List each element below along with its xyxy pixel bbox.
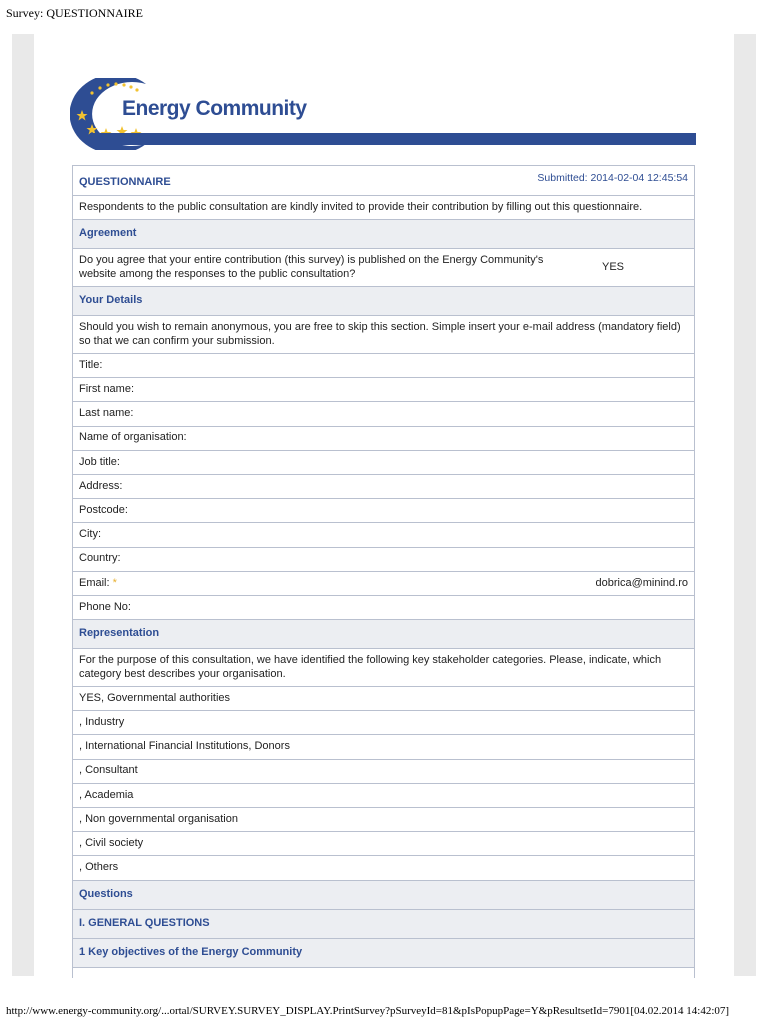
field-label: Job title: [79,455,120,468]
option-ifi-donors [73,735,694,759]
section-heading: Representation [79,627,160,640]
email-label-wrap [79,577,596,591]
field-label: First name: [79,383,135,396]
continuation-row [73,968,694,978]
option-label: , International Financial Institutions, Donors [79,740,290,753]
submitted-timestamp: Submitted: 2014-02-04 12:45:54 [537,172,688,184]
option-governmental-authorities [73,687,694,711]
option-label: , Academia [79,788,134,801]
field-label: Address: [79,479,123,492]
option-industry [73,711,694,735]
logo-text: Energy Community [122,97,307,120]
field-last-name [73,402,694,426]
option-label: , Industry [79,716,125,729]
field-label: Country: [79,552,121,565]
field-postcode [73,499,694,523]
section-heading: I. GENERAL QUESTIONS [79,916,210,929]
field-label: Title: [79,358,103,371]
option-academia [73,784,694,808]
field-first-name [73,378,694,402]
option-others [73,856,694,880]
section-heading: Agreement [79,227,137,240]
intro-label: Respondents to the public consultation are kindly invited to provide their contribution by filling out this questionnaire. [79,200,643,213]
field-label: Email: [79,576,110,589]
required-marker: * [112,576,117,589]
section-questions [73,881,694,910]
option-label: , Consultant [79,764,138,777]
section-heading: Your Details [79,294,143,307]
representation-note [73,649,694,687]
page-title: QUESTIONNAIRE [79,175,171,188]
section-representation [73,620,694,649]
section-heading: Questions [79,887,133,900]
agreement-row [73,249,694,287]
field-job-title [73,451,694,475]
field-label: City: [79,528,101,541]
section-agreement [73,220,694,249]
field-label: Phone No: [79,600,131,613]
field-email [73,572,694,596]
field-city [73,523,694,547]
email-value: dobrica@minind.ro [595,576,688,589]
field-title [73,354,694,378]
field-address [73,475,694,499]
option-ngo [73,808,694,832]
field-organisation [73,427,694,451]
section-heading: 1 Key objectives of the Energy Community [79,945,303,958]
section-general-questions [73,910,694,939]
option-label: , Civil society [79,837,144,850]
field-label: Last name: [79,407,134,420]
option-consultant [73,760,694,784]
field-label: Postcode: [79,503,128,516]
option-civil-society [73,832,694,856]
print-footer-url: http://www.energy-community.org/...ortal/SURVEY.SURVEY_DISPLAY.PrintSurvey?pSurveyId=81&pIsPopupPage=Y&pResultsetId=7901[04.02.2014 14:42:07] [6,1005,730,1017]
option-label: YES, Governmental authorities [79,691,231,704]
option-label: , Others [79,861,119,874]
intro-text [73,196,694,220]
field-phone [73,596,694,620]
right-page-gutter [734,34,756,976]
agreement-answer: YES [602,260,625,273]
section-key-objectives [73,939,694,968]
left-page-gutter [12,34,34,976]
survey-form [72,165,695,978]
details-note [73,316,694,354]
option-label: , Non governmental organisation [79,812,238,825]
representation-note-text: For the purpose of this consultation, we have identified the following key stakeholder categories. Please, indicate, which category best describes your organisation. [79,654,662,680]
field-country [73,548,694,572]
brand-bar [90,133,696,145]
section-your-details [73,287,694,316]
details-note-text: Should you wish to remain anonymous, you are free to skip this section. Simple insert your e-mail address (mandatory field) so that we can confirm your submission. [79,321,681,347]
print-header: Survey: QUESTIONNAIRE [6,6,143,20]
questionnaire-header [73,166,694,196]
field-label: Name of organisation: [79,431,187,444]
agreement-question: Do you agree that your entire contribution (this survey) is published on the Energy Community's website among the responses to the public consultation? [79,254,544,280]
